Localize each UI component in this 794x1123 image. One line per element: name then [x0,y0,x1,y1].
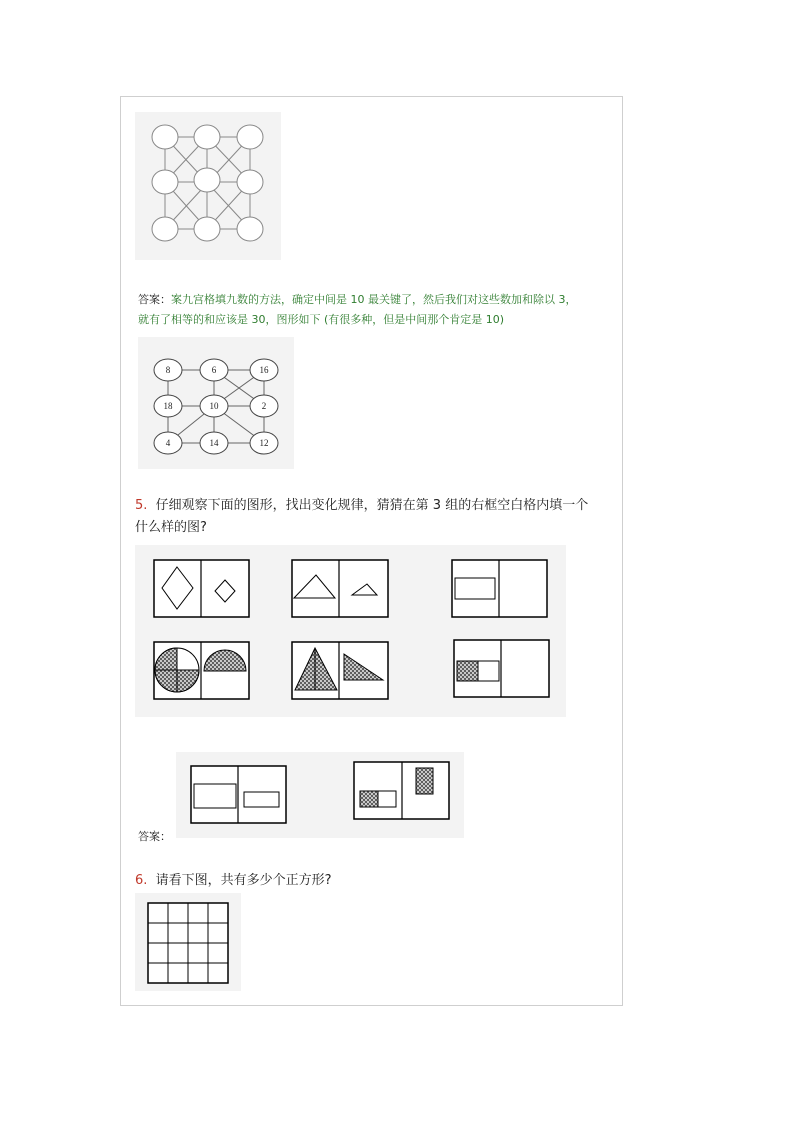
grid-number: 16 [259,365,269,375]
grid-number: 14 [209,438,219,448]
group1-bottom [154,642,249,699]
q5-line2: 什么样的图? [135,520,207,535]
answer-group2 [354,762,449,819]
group2-bottom [292,642,388,699]
group1-top [154,560,249,617]
grid-number: 6 [211,365,217,375]
q6-question [135,870,332,892]
group3-top [452,560,547,617]
grid-number: 18 [163,401,173,411]
grid-number: 2 [261,401,267,411]
grid-number: 10 [209,401,219,411]
answer-label: 答案： [138,293,171,306]
q5-answer-label: 答案： [138,830,171,843]
pattern-groups-figure [135,545,566,717]
q4-answer [138,290,576,310]
q5-answer-figure [176,752,464,838]
grid-number: 8 [165,365,171,375]
q5-number: 5. [135,498,148,513]
empty-circle-grid-figure [135,112,281,260]
grid-number: 4 [165,438,171,448]
square-grid-figure [135,893,241,991]
grid-number: 12 [259,438,269,448]
number-grid-figure [138,337,294,469]
group2-top [292,560,388,617]
q4-answer-line1: 案九宫格填九数的方法，确定中间是 10 最关键了，然后我们对这些数加和除以 3， [171,293,577,306]
group3-bottom [454,640,549,697]
q5-line1: 仔细观察下面的图形，找出变化规律，猜猜在第 3 组的右框空白格内填一个 [155,498,589,513]
q6-number: 6. [135,873,148,888]
q6-text: 请看下图，共有多少个正方形? [155,873,332,888]
q5-question [135,495,620,539]
answer-group1 [191,766,286,823]
q4-answer-line2: 就有了相等的和应该是 30，图形如下 (有很多种，但是中间那个肯定是 10) [138,313,505,326]
